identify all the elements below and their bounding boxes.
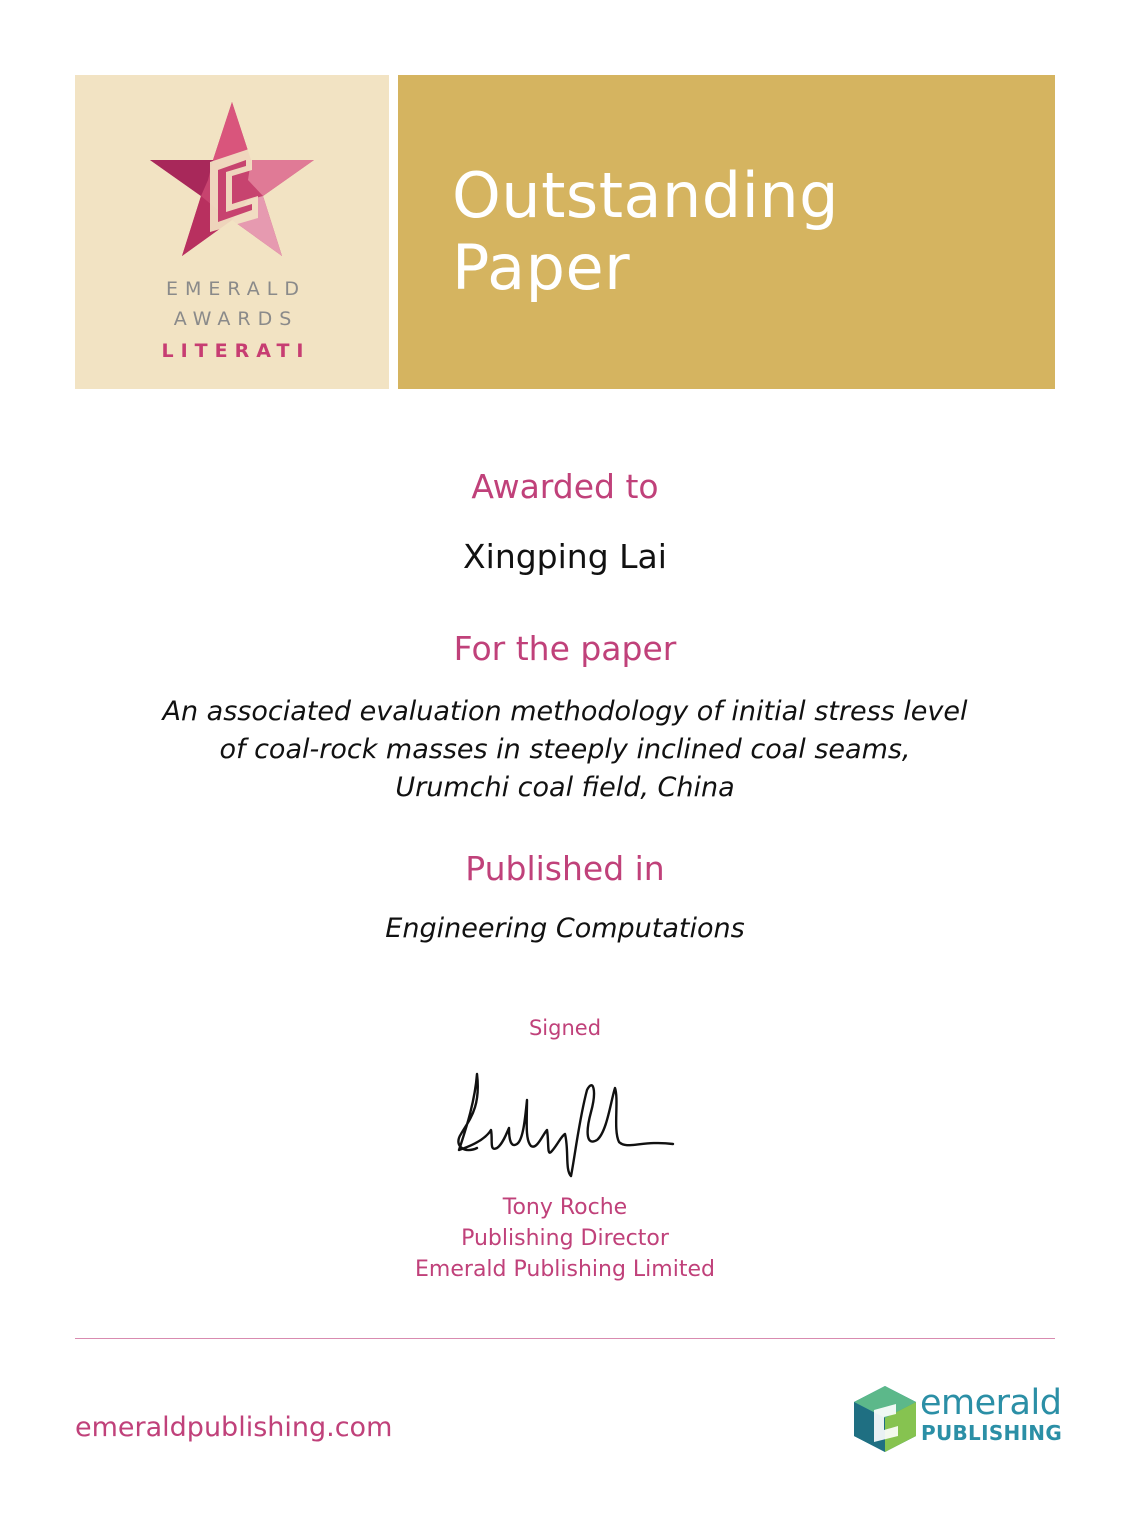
emerald-awards-star-logo (148, 100, 316, 260)
published-in-label: Published in (465, 849, 665, 888)
signer-name: Tony Roche (502, 1195, 628, 1220)
signer-title: Publishing Director (461, 1226, 669, 1251)
footer-logo-wordmark: emerald (920, 1383, 1062, 1423)
signed-label: Signed (528, 1016, 602, 1040)
signer-block (0, 1192, 1130, 1285)
signature-drawing (447, 1060, 687, 1180)
paper-title-line-3: Urumchi coal field, China (395, 772, 735, 803)
award-title (452, 160, 839, 304)
signer-organization: Emerald Publishing Limited (415, 1257, 715, 1282)
brand-literati-text: LITERATI (161, 340, 311, 362)
award-title-line-2: Paper (452, 231, 631, 304)
footer-divider (75, 1338, 1055, 1339)
awarded-to-label: Awarded to (471, 467, 659, 506)
footer-website-link[interactable]: emeraldpublishing.com (75, 1412, 393, 1443)
emerald-publishing-logo-icon (852, 1384, 918, 1454)
award-title-line-1: Outstanding (452, 159, 840, 232)
paper-title-line-2: of coal-rock masses in steeply inclined coal seams, (219, 734, 911, 765)
journal-name: Engineering Computations (385, 913, 745, 944)
brand-awards-text: AWARDS (173, 308, 299, 330)
recipient-name: Xingping Lai (463, 537, 667, 576)
brand-emerald-text: EMERALD (165, 278, 307, 300)
footer-logo-subtitle: PUBLISHING (921, 1421, 1063, 1445)
for-paper-label: For the paper (453, 629, 677, 668)
paper-title (0, 693, 1130, 807)
paper-title-line-1: An associated evaluation methodology of initial stress level (162, 696, 968, 727)
